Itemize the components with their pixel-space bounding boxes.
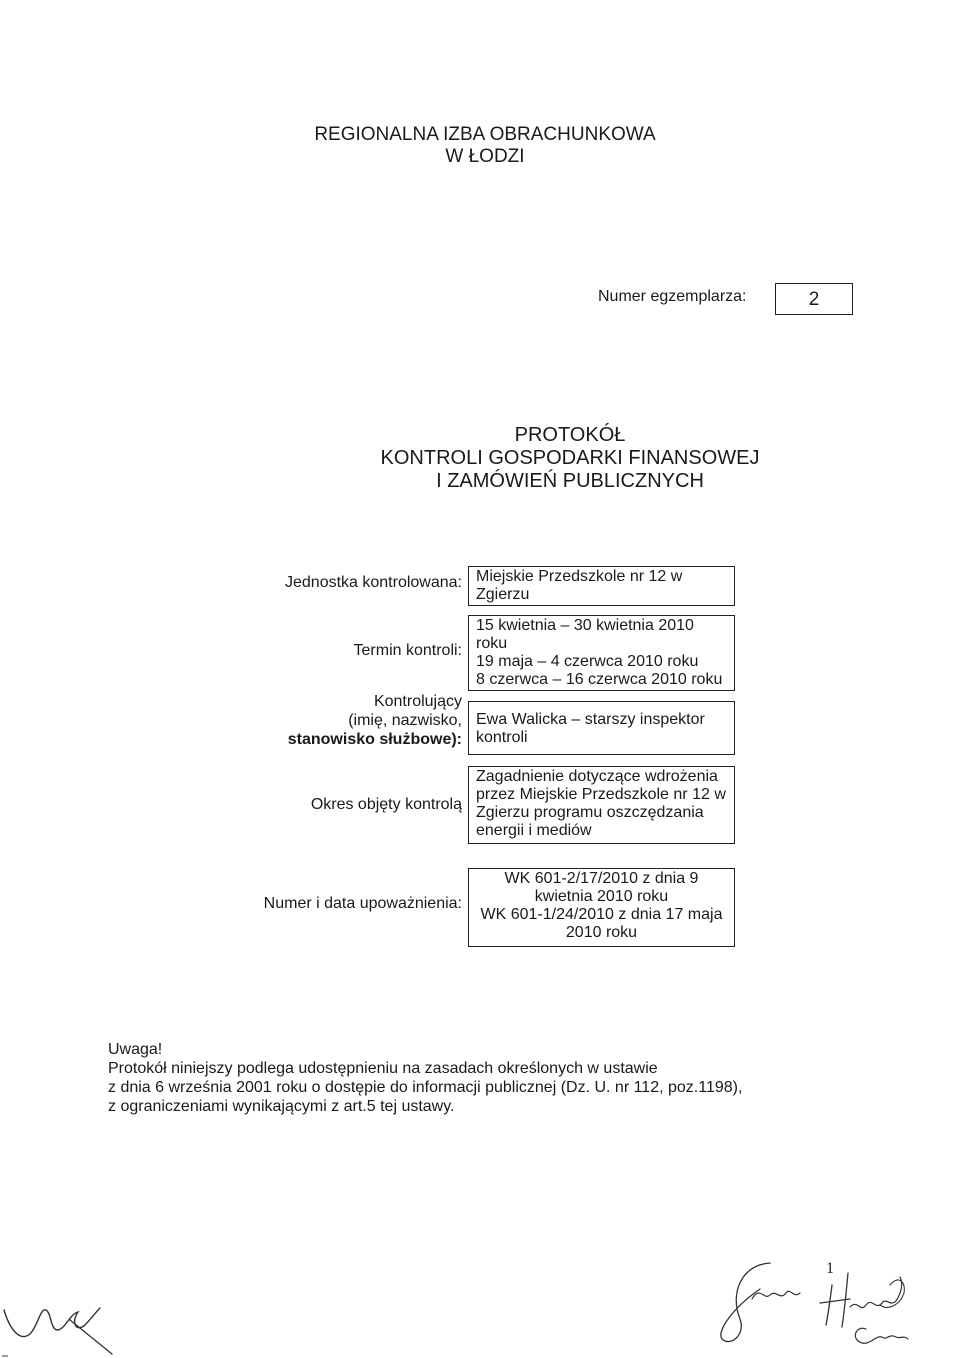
scope-value-box [468,766,735,844]
page-number: 1 [826,1260,834,1277]
authorization-value-line: kwietnia 2010 roku [534,888,669,905]
inspector-value-line: Ewa Walicka – starszy inspektor [476,711,705,728]
note-heading: Uwaga! [108,1041,163,1058]
inspector-label-line: stanowisko służbowe): [287,731,462,748]
inspector-value-line: kontroli [476,729,528,746]
unit-value-box [468,566,735,606]
unit-label: Jednostka kontrolowana: [285,574,462,591]
note-line: z ograniczeniami wynikającymi z art.5 tej ustawy. [108,1098,455,1115]
term-value-line: 8 czerwca – 16 czerwca 2010 roku [476,671,723,688]
title-line-2: KONTROLI GOSPODARKI FINANSOWEJ [380,447,760,469]
scope-value-line: energii i mediów [476,822,592,839]
title-line-3: I ZAMÓWIEŃ PUBLICZNYCH [436,470,704,492]
authorization-value-line: WK 601-1/24/2010 z dnia 17 maja [480,906,723,923]
authorization-label: Numer i data upoważnienia: [263,895,462,912]
handwritten-initials [0,1270,140,1358]
institution-name: REGIONALNA IZBA OBRACHUNKOWA [314,124,656,145]
legal-note [108,1040,808,1116]
note-line: z dnia 6 września 2001 roku o dostępie do informacji publicznej (Dz. U. nr 112, poz.1198), [108,1079,743,1096]
document-title [300,424,840,493]
scope-value-line: przez Miejskie Przedszkole nr 12 w [476,786,726,803]
copy-number-label: Numer egzemplarza: [598,288,747,305]
inspector-label [180,692,462,749]
note-line: Protokół niniejszy podlega udostępnieniu na zasadach określonych w ustawie [108,1060,658,1077]
authorization-value-box [468,868,735,947]
institution-header [200,124,770,168]
copy-number-box: 2 [775,283,853,315]
authorization-value-line: WK 601-2/17/2010 z dnia 9 [504,870,699,887]
scope-value-line: Zagadnienie dotyczące wdrożenia [476,768,718,785]
institution-city: W ŁODZI [445,146,525,167]
title-line-1: PROTOKÓŁ [514,424,626,446]
inspector-value-box [468,701,735,755]
term-value-box [468,615,735,691]
inspector-label-line: Kontrolujący [373,693,462,710]
scope-label: Okres objęty kontrolą [310,796,462,813]
inspector-label-line: (imię, nazwisko, [348,712,462,729]
unit-value-line: Miejskie Przedszkole nr 12 w [476,568,683,585]
unit-value-line: Zgierzu [476,586,530,603]
term-value-line: roku [476,635,508,652]
handwritten-signatures [700,1255,940,1355]
term-value-line: 19 maja – 4 czerwca 2010 roku [476,653,699,670]
authorization-value-line: 2010 roku [565,924,638,941]
term-value-line: 15 kwietnia – 30 kwietnia 2010 [476,617,694,634]
scope-value-line: Zgierzu programu oszczędzania [476,804,704,821]
term-label: Termin kontroli: [353,642,462,659]
